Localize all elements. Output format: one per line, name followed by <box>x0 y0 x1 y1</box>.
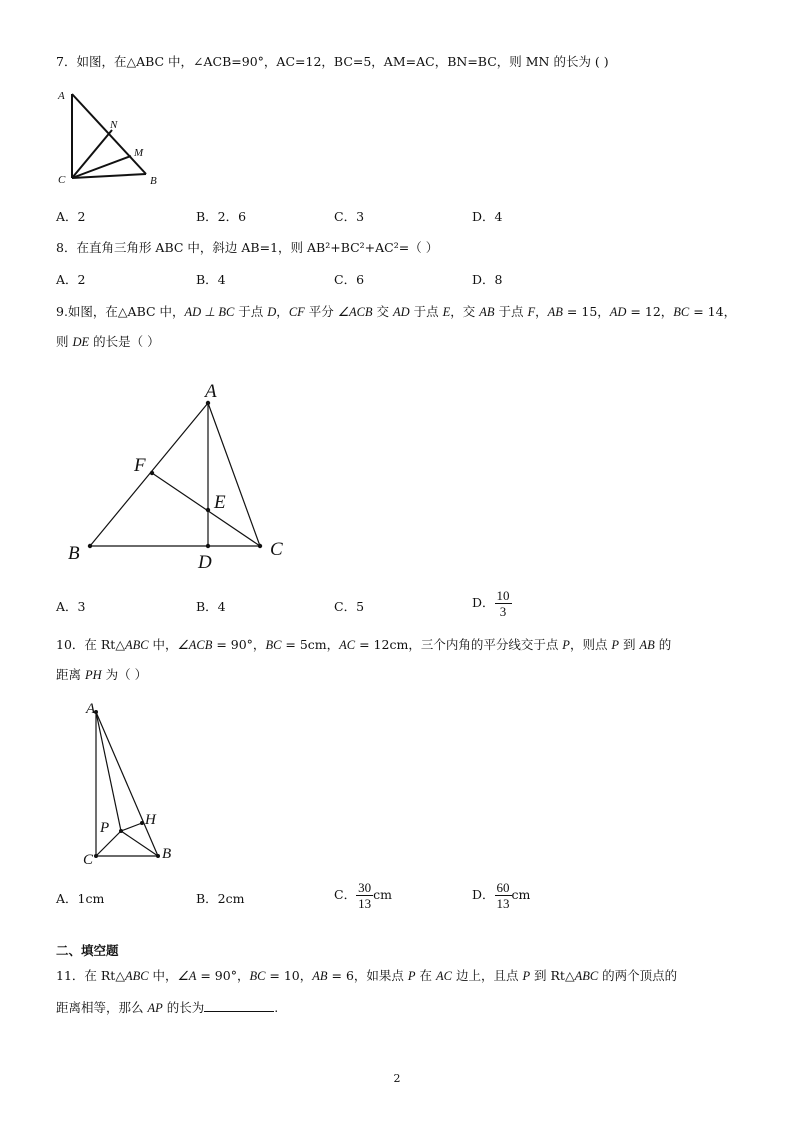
q8-option-a: A．2 <box>56 272 86 287</box>
q10-stem-line1: 10．在 Rt△ABC 中，∠ACB = 90°，BC = 5cm，AC = 12cm，三个内角的平分线交于点 P，则点 P 到 AB 的 <box>56 637 672 652</box>
q7-figure <box>56 86 176 196</box>
q9-figure <box>60 375 310 580</box>
q8-option-d: D．8 <box>472 272 503 287</box>
q9-label-d: D <box>198 552 212 573</box>
q10-label-b: B <box>162 846 172 862</box>
q7-option-a: A．2 <box>56 209 86 224</box>
q10-label-a: A <box>86 701 96 717</box>
q11-answer-blank[interactable] <box>204 999 274 1012</box>
q7-label-m: M <box>134 147 144 159</box>
q7-stem: 7．如图，在△ABC 中，∠ACB=90°，AC=12，BC=5，AM=AC，BN=BC，则 MN 的长为 ( ) <box>56 54 609 69</box>
q10-label-h: H <box>145 812 156 828</box>
q9-stem-line2: 则 DE 的长是（ ） <box>56 334 160 349</box>
q10-option-c-fraction: $\frac{30}{13}$ <box>358 880 372 911</box>
page-number: 2 <box>393 1072 401 1085</box>
q9-label-a: A <box>205 381 217 402</box>
q9-label-e: E <box>214 492 226 513</box>
q9-label-f: F <box>134 455 146 476</box>
q11-stem-line2: 距离相等，那么 AP 的长为 . <box>56 1000 279 1015</box>
q9-option-c: C．5 <box>334 599 365 614</box>
q7-option-b: B．2．6 <box>196 209 247 224</box>
q7-option-d: D．4 <box>472 209 503 224</box>
q9-label-b: B <box>68 543 80 564</box>
q10-label-c: C <box>83 852 94 868</box>
q7-label-n: N <box>110 119 118 131</box>
q10-option-b: B．2cm <box>196 891 245 906</box>
q10-label-p: P <box>100 820 110 836</box>
q10-stem-line2: 距离 PH 为（ ） <box>56 667 148 682</box>
q9-label-c: C <box>270 539 283 560</box>
q10-option-d: D． $\frac{60}{13}$ cm <box>472 880 531 911</box>
q9-option-a: A．3 <box>56 599 86 614</box>
section-fill-in-title: 二、填空题 <box>56 943 119 958</box>
q8-stem: 8．在直角三角形 ABC 中，斜边 AB=1，则 AB²+BC²+AC²=（ ） <box>56 240 439 255</box>
q10-option-a: A．1cm <box>56 891 105 906</box>
q7-option-c: C．3 <box>334 209 365 224</box>
q9-option-d-fraction: $\frac{10}{3}$ <box>496 588 510 619</box>
q8-option-c: C．6 <box>334 272 365 287</box>
q9-option-d: D． $\frac{10}{3}$ <box>472 588 510 619</box>
q10-option-c: C． $\frac{30}{13}$ cm <box>334 880 392 911</box>
q9-option-b: B．4 <box>196 599 226 614</box>
q7-label-a: A <box>58 90 65 102</box>
q11-stem-line1: 11．在 Rt△ABC 中，∠A = 90°，BC = 10，AB = 6，如果点 P 在 AC 边上，且点 P 到 Rt△ABC 的两个顶点的 <box>56 968 678 983</box>
q10-figure <box>78 700 188 870</box>
q9-stem-line1: 9.如图，在△ABC 中，AD ⊥ BC 于点 D，CF 平分 ∠ACB 交 AD 于点 E，交 AB 于点 F，AB = 15，AD = 12，BC = 14， <box>56 304 737 319</box>
q10-option-d-fraction: $\frac{60}{13}$ <box>496 880 510 911</box>
q7-label-c: C <box>58 174 66 186</box>
q7-label-b: B <box>150 175 157 187</box>
q8-option-b: B．4 <box>196 272 226 287</box>
